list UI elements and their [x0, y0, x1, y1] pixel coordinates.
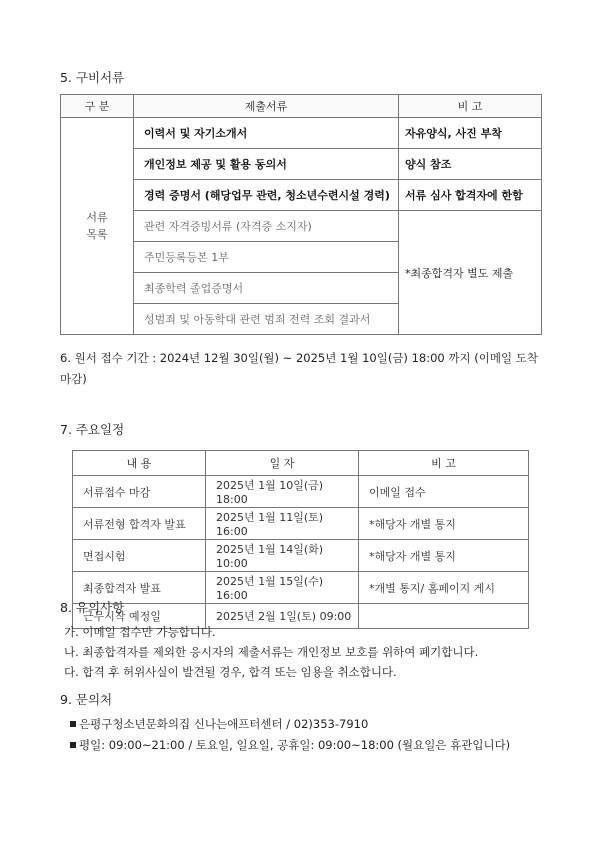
documents-header-row — [61, 95, 542, 118]
document-name: 경력 증명서 (해당업무 관련, 청소년수련시설 경력) — [134, 180, 399, 211]
schedule-table — [72, 450, 529, 629]
schedule-note: *개별 통지/ 홈페이지 게시 — [359, 572, 529, 604]
schedule-note: 이메일 접수 — [359, 476, 529, 508]
contact-item — [70, 735, 510, 756]
document-name: 최종학력 졸업증명서 — [134, 273, 399, 304]
document-note: 서류 심사 합격자에 한함 — [399, 180, 542, 211]
header-content: 내 용 — [73, 451, 206, 476]
header-remarks: 비 고 — [399, 95, 542, 118]
schedule-item: 서류전형 합격자 발표 — [73, 508, 206, 540]
schedule-date: 2025년 1월 10일(금) 18:00 — [206, 476, 359, 508]
documents-table — [60, 94, 542, 335]
table-row — [61, 118, 542, 149]
contact-list — [70, 714, 510, 756]
document-note: 양식 참조 — [399, 149, 542, 180]
header-category: 구 분 — [61, 95, 134, 118]
category-cell — [61, 118, 134, 335]
schedule-item: 최종합격자 발표 — [73, 572, 206, 604]
category-label-line2: 목록 — [86, 228, 108, 241]
contact-text: 평일: 09:00~21:00 / 토요일, 일요일, 공휴일: 09:00~18:00 (월요일은 휴관입니다) — [79, 738, 511, 752]
schedule-note: *해당자 개별 통지 — [359, 508, 529, 540]
final-submission-note: *최종합격자 별도 제출 — [399, 211, 542, 335]
document-name: 개인정보 제공 및 활용 동의서 — [134, 149, 399, 180]
table-row — [73, 476, 529, 508]
document-name: 이력서 및 자기소개서 — [134, 118, 399, 149]
table-row — [73, 508, 529, 540]
square-bullet-icon — [70, 721, 76, 727]
table-row — [73, 540, 529, 572]
contact-item — [70, 714, 510, 735]
application-period: 6. 원서 접수 기간 : 2024년 12월 30일(월) ~ 2025년 1월 10일(금) 18:00 까지 (이메일 도착 마감) — [60, 351, 538, 386]
notice-item: 다. 합격 후 허위사실이 발견될 경우, 합격 또는 임용을 취소합니다. — [64, 665, 397, 679]
schedule-date: 2025년 1월 15일(수) 16:00 — [206, 572, 359, 604]
section-5-heading: 5. 구비서류 — [60, 70, 125, 85]
header-date: 일 자 — [206, 451, 359, 476]
schedule-date: 2025년 2월 1일(토) 09:00 — [206, 604, 359, 629]
schedule-item: 면접시험 — [73, 540, 206, 572]
notice-item: 나. 최종합격자를 제외한 응시자의 제출서류는 개인정보 보호를 위하여 폐기합니다. — [64, 645, 479, 659]
schedule-item: 서류접수 마감 — [73, 476, 206, 508]
header-documents: 제출서류 — [134, 95, 399, 118]
schedule-date: 2025년 1월 14일(화) 10:00 — [206, 540, 359, 572]
notice-list — [64, 622, 478, 682]
notice-item: 가. 이메일 접수만 가능합니다. — [64, 625, 216, 639]
section-9-heading: 9. 문의처 — [60, 692, 113, 707]
category-label-line1: 서류 — [86, 211, 108, 224]
section-7-heading: 7. 주요일정 — [60, 422, 125, 437]
contact-text: 은평구청소년문화의집 신나는애프터센터 / 02)353-7910 — [79, 717, 369, 731]
schedule-note: *해당자 개별 통지 — [359, 540, 529, 572]
document-name: 주민등록등본 1부 — [134, 242, 399, 273]
table-row — [73, 572, 529, 604]
document-name: 관련 자격증빙서류 (자격증 소지자) — [134, 211, 399, 242]
table-row — [61, 211, 542, 242]
square-bullet-icon — [70, 742, 76, 748]
section-8-heading: 8. 유의사항 — [60, 600, 125, 615]
schedule-item: 근무시작 예정일 — [73, 604, 206, 629]
table-row — [61, 180, 542, 211]
document-note: 자유양식, 사진 부착 — [399, 118, 542, 149]
document-name: 성범죄 및 아동학대 관련 범죄 전력 조회 결과서 — [134, 304, 399, 335]
schedule-header-row — [73, 451, 529, 476]
table-row — [61, 149, 542, 180]
schedule-date: 2025년 1월 11일(토) 16:00 — [206, 508, 359, 540]
header-remarks: 비 고 — [359, 451, 529, 476]
